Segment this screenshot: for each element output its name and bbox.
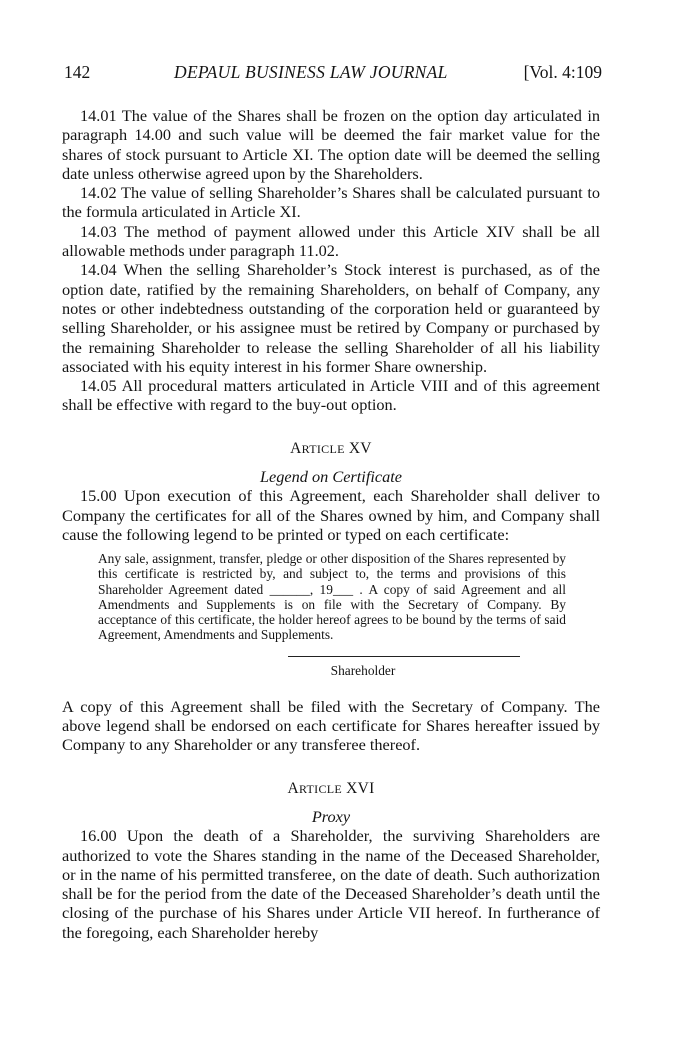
article-xvi-subtitle: Proxy [311,806,351,826]
paragraph-14-01: 14.01 The value of the Shares shall be frozen on the option day articulated in paragraph 14.00 and such value will be deemed the fair market value for the shares of stock pursuant to Article XI. The option date will be deemed the selling date unless otherwise agreed upon by the Shareholders. [62,106,600,183]
paragraph-14-04: 14.04 When the selling Shareholder’s Stock interest is purchased, as of the option date, ratified by the remaining Shareholders, on behalf of Company, any notes or other indebtedness outstanding of the corporation held or guaranteed by selling Shareholder, or his assignee must be retired by Company or purchased by the remaining Shareholder to release the selling Shareholder of all his liability associated with his equity interest in his former Share ownership. [62,260,600,376]
article-xvi-heading: ARTICLE XVI [287,779,375,797]
article-xv-closing: A copy of this Agreement shall be filed with the Secretary of Company. The above legend shall be endorsed on each certificate for Shares hereafter issued by Company to any Shareholder or any transferee thereof. [62,696,600,755]
document-body [62,106,600,942]
journal-title: DEPAUL BUSINESS LAW JOURNAL [174,62,448,82]
paragraph-16-00: 16.00 Upon the death of a Shareholder, the surviving Shareholders are authorized to vote the Shares standing in the name of the Deceased Shareholder, or in the name of his permitted transferee, on the date of death. Such authorization shall be for the period from the date of the Deceased Shareholder’s death until the closing of the purchase of his Shares under Article VII hereof. In furtherance of the foregoing, each Shareholder hereby [62,826,600,942]
article-xv-heading: ARTICLE XV [290,439,372,457]
running-header [64,60,602,84]
signature-label: Shareholder [330,663,396,679]
signature-line [288,656,520,657]
paragraph-15-00: 15.00 Upon execution of this Agreement, each Shareholder shall deliver to Company the certificates for all of the Shares owned by him, and Company shall cause the following legend to be printed or typed on each certificate: [62,486,600,544]
certificate-legend: Any sale, assignment, transfer, pledge or other disposition of the Shares represented by this certificate is restricted by, and subject to, the terms and provisions of this Shareholder Agreement dated ______, 19___ . A copy of said Agreement and all Amendments and Supplements is on file with the Secretary of Company. By acceptance of this certificate, the holder hereof agrees to be bound by the terms of said Agreement, Amendments and Supplements. [98,551,566,643]
volume-citation: [Vol. 4:109 [523,62,602,82]
article-xv-subtitle: Legend on Certificate [260,467,402,487]
paragraph-14-02: 14.02 The value of selling Shareholder’s Shares shall be calculated pursuant to the formula articulated in Article XI. [62,183,600,222]
paragraph-14-03: 14.03 The method of payment allowed under this Article XIV shall be all allowable methods under paragraph 11.02. [62,221,600,261]
paragraph-14-05: 14.05 All procedural matters articulated in Article VIII and of this agreement shall be effective with regard to the buy-out option. [62,376,600,415]
page-number: 142 [64,62,91,82]
